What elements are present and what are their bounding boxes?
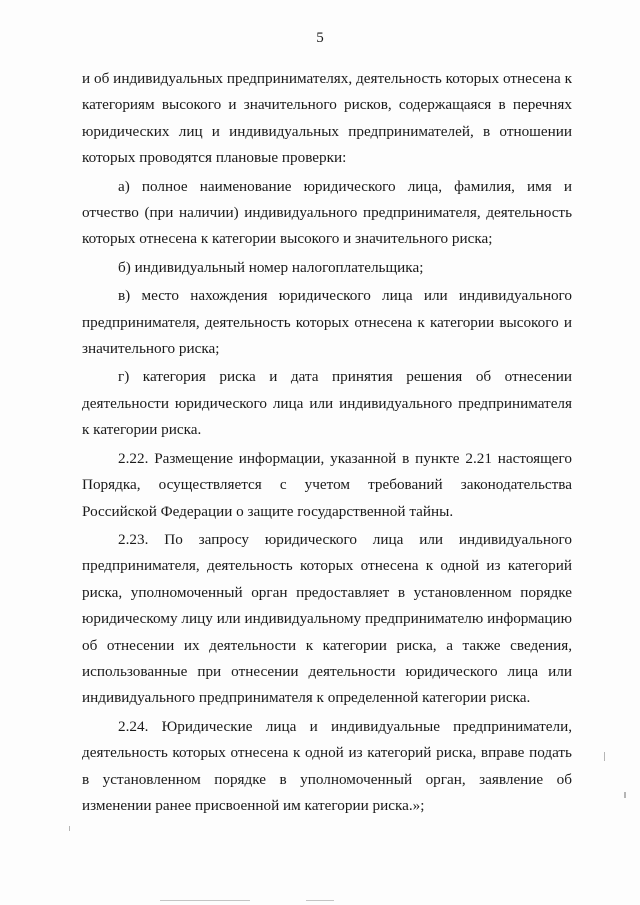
document-body: [82, 66, 572, 819]
paragraph-item-v: в) место нахождения юридического лица или индивидуального предпринимателя, деятельность которых отнесена к категории высокого и значительного риска;: [82, 287, 572, 358]
scan-edge-mark: [306, 900, 334, 901]
scan-speck: [604, 752, 605, 761]
scan-speck: [624, 792, 626, 798]
paragraph-2-22: 2.22. Размещение информации, указанной в пункте 2.21 настоящего Порядка, осуществляется с учетом требований законодательства Российской Федерации о защите государственной тайны.: [82, 449, 572, 520]
paragraph-intro: и об индивидуальных предпринимателях, деятельность которых отнесена к категориям высокого и значительного рисков, содержащаяся в перечнях юридических лиц и индивидуальных предпринимателей, в отношении которых проводятся плановые проверки:: [82, 70, 572, 167]
paragraph-2-23: 2.23. По запросу юридического лица или индивидуального предпринимателя, деятельность которых отнесена к одной из категорий риска, уполномоченный орган предоставляет в установленном порядке юридическому лицу или индивидуальному предпринимателю информацию об отнесении их деятельности к категории риска, а также сведения, использованные при отнесении деятельности юридического лица или индивидуального предпринимателя к определенной категории риска.: [82, 530, 572, 707]
page-number: 5: [316, 30, 324, 46]
scan-speck: [69, 826, 70, 831]
paragraph-item-b: б) индивидуальный номер налогоплательщика;: [118, 258, 424, 276]
scan-edge-mark: [160, 900, 250, 901]
paragraph-item-g: г) категория риска и дата принятия решения об отнесении деятельности юридического лица или индивидуального предпринимателя к категории риска.: [82, 368, 572, 439]
paragraph-item-a: а) полное наименование юридического лица, фамилия, имя и отчество (при наличии) индивидуального предпринимателя, деятельность которых отнесена к категории высокого и значительного риска;: [82, 177, 572, 248]
paragraph-2-24: 2.24. Юридические лица и индивидуальные предприниматели, деятельность которых отнесена к одной из категорий риска, вправе подать в установленном порядке в уполномоченный орган, заявление об изменении ранее присвоенной им категории риска.»;: [82, 717, 572, 814]
